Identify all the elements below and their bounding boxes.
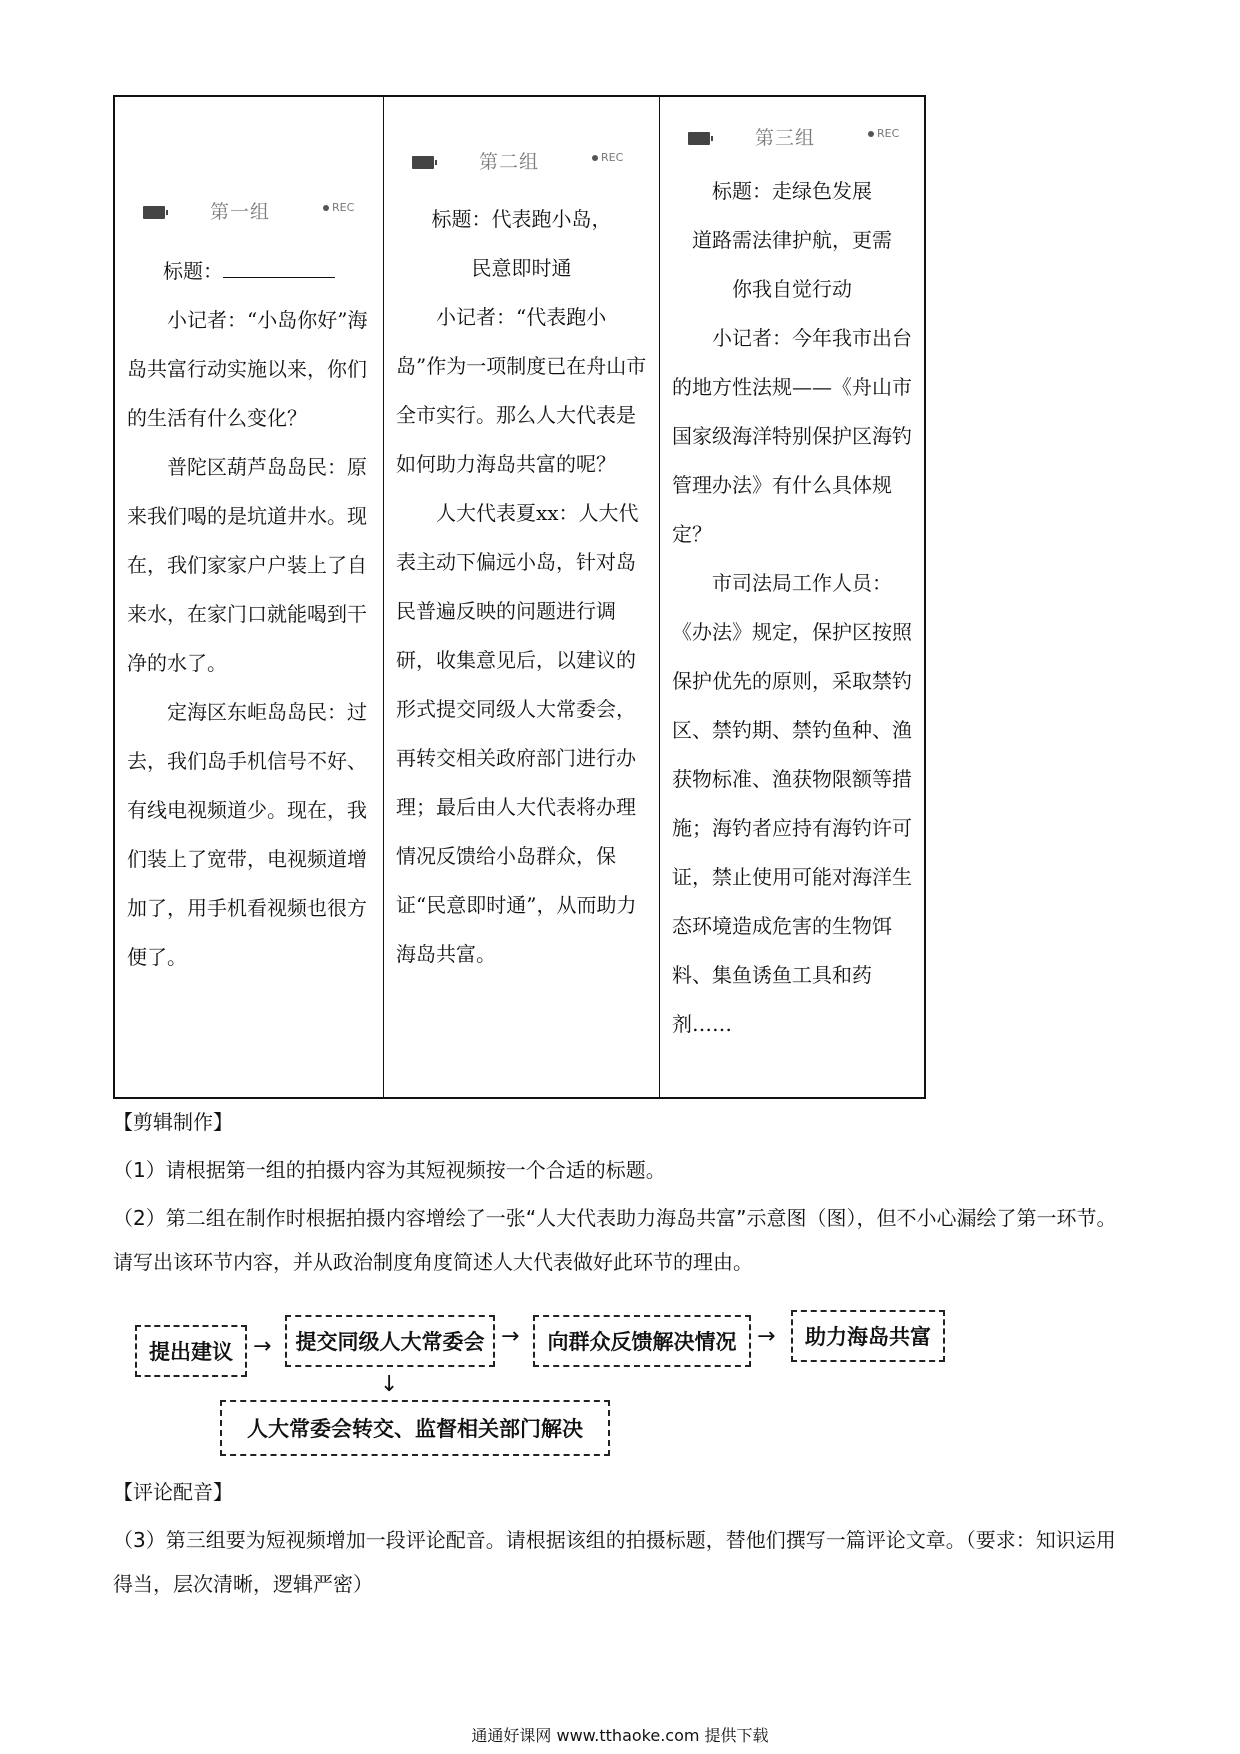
battery-icon bbox=[412, 156, 434, 169]
camera-title: 第一组 bbox=[210, 201, 271, 223]
question-1: （1）请根据第一组的拍摄内容为其短视频按一个合适的标题。 bbox=[113, 1158, 666, 1182]
panel-paragraph: 市司法局工作人员：《办法》规定，保护区按照保护优先的原则，采取禁钓区、禁钓期、禁钓鱼种、渔获物标准、渔获物限额等措施；海钓者应持有海钓许可证，禁止使用可能对海洋生态环境造成危害的生物饵料、集鱼诱鱼工具和药剂…… bbox=[672, 571, 912, 1036]
flow-box-2: 提交同级人大常委会 bbox=[285, 1315, 495, 1367]
panel-paragraph: 普陀区葫芦岛岛民：原来我们喝的是坑道井水。现在，我们家家户户装上了自来水，在家门口就能喝到干净的水了。 bbox=[127, 455, 367, 675]
panel-paragraph: 小记者：“小岛你好”海岛共富行动实施以来，你们的生活有什么变化？ bbox=[127, 308, 368, 430]
camera-header bbox=[660, 123, 924, 153]
panel-body bbox=[127, 247, 371, 982]
panel-body bbox=[396, 195, 647, 979]
rec-dot-icon bbox=[868, 131, 874, 137]
rec-indicator bbox=[323, 201, 354, 214]
page-footer: 通通好课网 www.tthaoke.com 提供下载 bbox=[471, 1726, 769, 1745]
storyboard-table bbox=[113, 95, 926, 1099]
panel-title: 民意即时通 bbox=[471, 256, 572, 280]
panel-paragraph: 小记者：今年我市出台的地方性法规——《舟山市国家级海洋特别保护区海钓管理办法》有什么具体规定？ bbox=[672, 326, 912, 546]
flow-box-3: 向群众反馈解决情况 bbox=[533, 1315, 751, 1367]
panel-title: 标题：走绿色发展 bbox=[712, 179, 872, 203]
question-section-1 bbox=[113, 1100, 1123, 1284]
panel-paragraph: 小记者：“代表跑小岛”作为一项制度已在舟山市全市实行。那么人大代表是如何助力海岛共富的呢？ bbox=[396, 305, 647, 476]
camera-header bbox=[115, 197, 383, 227]
question-3: （3）第三组要为短视频增加一段评论配音。请根据该组的拍摄标题，替他们撰写一篇评论文章。（要求：知识运用得当，层次清晰，逻辑严密） bbox=[113, 1528, 1116, 1596]
panel-title: 标题：代表跑小岛， bbox=[431, 207, 612, 231]
camera-header bbox=[384, 147, 659, 177]
question-section-2 bbox=[113, 1470, 1123, 1606]
title-blank bbox=[223, 255, 335, 278]
panel-group-1 bbox=[115, 97, 383, 1097]
section-heading: 【剪辑制作】 bbox=[113, 1110, 233, 1134]
flow-box-5: 人大常委会转交、监督相关部门解决 bbox=[220, 1400, 610, 1456]
rec-dot-icon bbox=[323, 205, 329, 211]
panel-title: 道路需法律护航，更需 bbox=[692, 228, 892, 252]
panel-title bbox=[127, 247, 371, 296]
flow-diagram bbox=[135, 1300, 935, 1460]
camera-title: 第三组 bbox=[755, 127, 816, 149]
panel-group-3 bbox=[659, 97, 924, 1097]
battery-icon bbox=[143, 206, 165, 219]
arrow-down-icon: ↓ bbox=[380, 1372, 399, 1397]
section-heading: 【评论配音】 bbox=[113, 1480, 233, 1504]
title-label: 标题： bbox=[163, 259, 223, 283]
panel-group-2 bbox=[383, 97, 659, 1097]
question-2: （2）第二组在制作时根据拍摄内容增绘了一张“人大代表助力海岛共富”示意图（图），但不小心漏绘了第一环节。请写出该环节内容，并从政治制度角度简述人大代表做好此环节的理由。 bbox=[113, 1206, 1117, 1274]
arrow-right-icon: → bbox=[501, 1324, 520, 1349]
camera-title: 第二组 bbox=[479, 151, 540, 173]
flow-box-4: 助力海岛共富 bbox=[791, 1310, 945, 1362]
arrow-right-icon: → bbox=[253, 1334, 272, 1359]
flow-box-1: 提出建议 bbox=[135, 1325, 247, 1377]
panel-paragraph: 人大代表夏xx：人大代表主动下偏远小岛，针对岛民普遍反映的问题进行调研，收集意见后，以建议的形式提交同级人大常委会，再转交相关政府部门进行办理；最后由人大代表将办理情况反馈给小岛群众，保证“民意即时通”，从而助力海岛共富。 bbox=[396, 501, 639, 966]
panel-body bbox=[672, 167, 912, 1049]
rec-label: REC bbox=[332, 201, 355, 214]
panel-title: 你我自觉行动 bbox=[732, 277, 852, 301]
panel-paragraph: 定海区东岠岛岛民：过去，我们岛手机信号不好、有线电视频道少。现在，我们装上了宽带，电视频道增加了，用手机看视频也很方便了。 bbox=[127, 700, 367, 969]
rec-indicator bbox=[592, 151, 623, 164]
rec-label: REC bbox=[877, 127, 900, 140]
rec-dot-icon bbox=[592, 155, 598, 161]
arrow-right-icon: → bbox=[757, 1324, 776, 1349]
rec-indicator bbox=[868, 127, 899, 140]
rec-label: REC bbox=[601, 151, 624, 164]
battery-icon bbox=[688, 132, 710, 145]
